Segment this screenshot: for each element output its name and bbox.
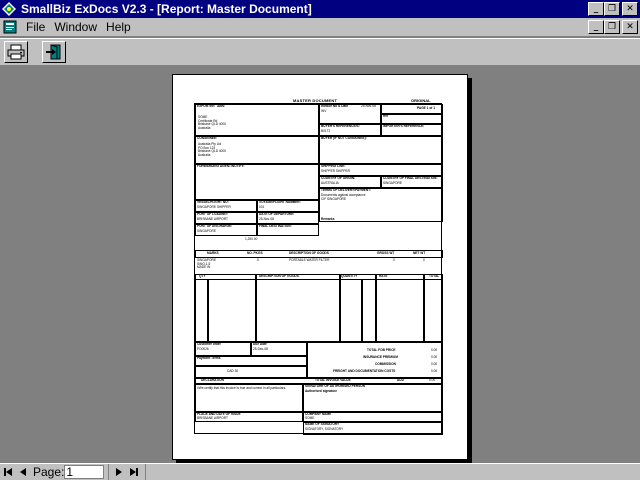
port-discharge-value: SINGAPORE <box>197 229 216 233</box>
exporter-label: EXPORTER ABN: <box>197 104 226 108</box>
window-title: SmallBiz ExDocs V2.3 - [Report: Master Document] <box>21 2 312 16</box>
payment-label: Payment Terms <box>197 356 221 360</box>
last-page-button[interactable] <box>127 465 141 479</box>
separator <box>145 464 146 480</box>
app-logo-icon[interactable] <box>1 1 17 17</box>
freight-label: FREIGHT AND DOCUMENTATION COSTS <box>333 369 396 373</box>
toolbar <box>0 38 640 66</box>
port-loading-value: BRISBANE AIRPORT <box>197 217 228 221</box>
notify-box <box>195 164 319 200</box>
due-date-label: Due Date <box>253 342 267 346</box>
payment-value-box <box>195 366 307 378</box>
exit-door-icon <box>45 44 63 60</box>
buyer-label: BUYER (IF NOT CONSIGNEE): <box>321 136 367 140</box>
signatory-label: NAME OF SIGNATORY <box>305 422 340 426</box>
report-title: MASTER DOCUMENT <box>293 98 338 103</box>
exit-button[interactable] <box>42 41 66 63</box>
col-divider <box>339 274 341 342</box>
qty-label: QTY <box>199 274 206 278</box>
menu-window[interactable]: Window <box>54 20 98 34</box>
invoice-no-value: INV <box>321 109 327 113</box>
importer-ref-label: IMPORTER'S REFERENCE: <box>383 124 425 128</box>
col-divider <box>207 280 209 342</box>
title-bar <box>0 0 640 18</box>
rate-label: RATE <box>379 274 388 278</box>
gross-value: 0 <box>393 258 395 262</box>
port-loading-label: PORT OF LOADING: <box>197 212 228 216</box>
vessel-value: SINGAPORE SHIPPER <box>197 205 231 209</box>
weight-value: 1,250.00 <box>245 237 258 241</box>
departure-label: DATE OF DEPARTURE: <box>259 212 295 216</box>
insurance-label: INSURANCE PREMIUM <box>363 355 398 359</box>
mdi-close-button[interactable]: ✕ <box>622 20 638 34</box>
buyer-ref-label: BUYER'S REFERENCE/S: <box>321 124 360 128</box>
departure-value: 25-Nov-08 <box>259 217 274 221</box>
insurance-value: 0.00 <box>431 355 438 359</box>
due-date-value: 25-Dec-08 <box>253 347 268 351</box>
separator <box>108 464 109 480</box>
commission-label: COMMISSION <box>375 362 396 366</box>
voyage-value: 001 <box>259 205 265 209</box>
next-page-icon <box>113 466 125 478</box>
report-form <box>194 103 442 434</box>
page-number-field[interactable]: 1 <box>64 465 104 479</box>
ref-label: Ref <box>383 114 389 118</box>
signatory-value: SIGNATORY, SIGNATORY <box>305 427 344 431</box>
document-icon[interactable] <box>2 19 18 35</box>
page-navigation-bar <box>0 463 640 480</box>
mdi-restore-button[interactable]: ❐ <box>604 20 620 34</box>
items-header <box>195 274 443 280</box>
terms-label: TERMS OF DELIVERY/PAYMENT: <box>321 188 371 192</box>
page-count-label: PAGE 1 of 1 <box>417 106 436 110</box>
page-label: Page: <box>33 465 65 479</box>
previous-page-icon <box>17 466 29 478</box>
payment-value: CAD 30 <box>227 369 239 373</box>
notify-label: FORWARDING AGENT/NOTIFY: <box>197 164 245 168</box>
desc-value: PORTABLE WATER FILTER <box>289 258 330 262</box>
company-label: COMPANY NAME <box>305 412 332 416</box>
declaration-label: DECLARATION <box>201 378 224 382</box>
destination-label: COUNTRY OF FINAL DESTINATION: <box>383 176 438 180</box>
menu-bar <box>0 18 640 37</box>
origin-label: COUNTRY OF ORIGIN: <box>321 176 356 180</box>
invoice-date-value: 25-Nov-08 <box>361 104 376 108</box>
total-invoice-label: TOTAL INVOICE VALUE <box>315 378 351 382</box>
ref-box <box>381 114 443 124</box>
last-page-icon <box>128 466 140 478</box>
minimize-button[interactable]: _ <box>588 2 604 16</box>
col-divider <box>375 274 377 342</box>
consignee-value: Australia Pty Ltd PO Box 123 Brisbane QLD 4000 Australia <box>198 142 226 157</box>
report-page[interactable] <box>172 74 468 460</box>
previous-page-button[interactable] <box>16 465 30 479</box>
origin-value: AUSTRALIA <box>321 181 339 185</box>
port-discharge-label: PORT OF DISCHARGE: <box>197 224 233 228</box>
shipping-line-label: SHIPPING LINE: <box>321 164 346 168</box>
total-label: TOTAL <box>429 274 440 278</box>
final-destination-label: FINAL DESTINATION: <box>259 224 292 228</box>
exporter-value: SOME Certificate Rd Brisbane QLD 4000 Australia <box>198 115 226 130</box>
first-page-icon <box>2 466 14 478</box>
items-table <box>195 274 443 342</box>
commission-value: 0.00 <box>431 362 438 366</box>
menu-file[interactable]: File <box>26 20 46 34</box>
cust-order-label: Customer order <box>197 342 221 346</box>
print-button[interactable] <box>4 41 28 63</box>
invoice-label: Invoice No & Date <box>321 104 349 108</box>
first-page-button[interactable] <box>1 465 15 479</box>
destination-value: SINGAPORE <box>383 181 402 185</box>
mdi-minimize-button[interactable]: _ <box>588 20 604 34</box>
currency-code: AUD <box>397 378 404 382</box>
restore-button[interactable]: ❐ <box>604 2 620 16</box>
desc-goods-label: DESCRIPTION OF GOODS <box>289 251 329 255</box>
report-copy-label: ORIGINAL <box>411 98 431 103</box>
col-divider <box>361 280 363 342</box>
pkgs-value: 5 <box>257 258 259 262</box>
voyage-label: VOYAGE/FLIGHT NUMBER: <box>259 200 301 204</box>
col-divider <box>255 274 257 342</box>
next-page-button[interactable] <box>112 465 126 479</box>
remarks-label: Remarks <box>321 217 335 221</box>
net-label: NET WT <box>413 251 426 255</box>
printer-icon <box>7 44 25 60</box>
fob-label: TOTAL FOB PRICE <box>367 348 396 352</box>
fob-value: 0.00 <box>431 348 438 352</box>
shipping-line-value: SHIPPER SHIPPER <box>321 169 350 173</box>
description-label: DESCRIPTION OF GOODS <box>259 274 299 278</box>
terms-value: Documents against acceptance CIF SINGAPORE <box>321 193 366 201</box>
place-label: PLACE AND DATE OF ISSUE <box>197 412 241 416</box>
marks-value: SINGAPORE S/NO.1-5 MADE IN <box>197 258 216 270</box>
signature-label: SIGNATURE OF AUTHORISED PERSON <box>305 384 366 388</box>
gross-label: GROSS WT <box>377 251 395 255</box>
net-value: 0 <box>423 258 425 262</box>
buyer-ref-value: B0172 <box>321 129 331 133</box>
company-value: SOME <box>305 416 315 420</box>
consignee-label: CONSIGNEE: <box>197 136 218 140</box>
signed-by-label: Authorised signature <box>305 389 338 393</box>
cust-order-value: PO0026 <box>197 347 209 351</box>
total-invoice-value: 0.00 <box>429 378 436 382</box>
menu-help[interactable]: Help <box>106 20 131 34</box>
col-divider <box>423 274 425 342</box>
freight-value: 0.00 <box>431 369 438 373</box>
place-value: BRISBANE AIRPORT <box>197 416 228 420</box>
quantity-label: QUANTITY <box>341 274 358 278</box>
close-button[interactable]: ✕ <box>622 2 638 16</box>
vessel-label: VESSEL/FLIGHT NO: <box>197 200 229 204</box>
declaration-text: I/We certify that this invoice is true and correct in all particulars. <box>197 386 287 390</box>
marks-label: MARKS <box>207 251 219 255</box>
pkgs-label: NO. PKGS <box>247 251 263 255</box>
